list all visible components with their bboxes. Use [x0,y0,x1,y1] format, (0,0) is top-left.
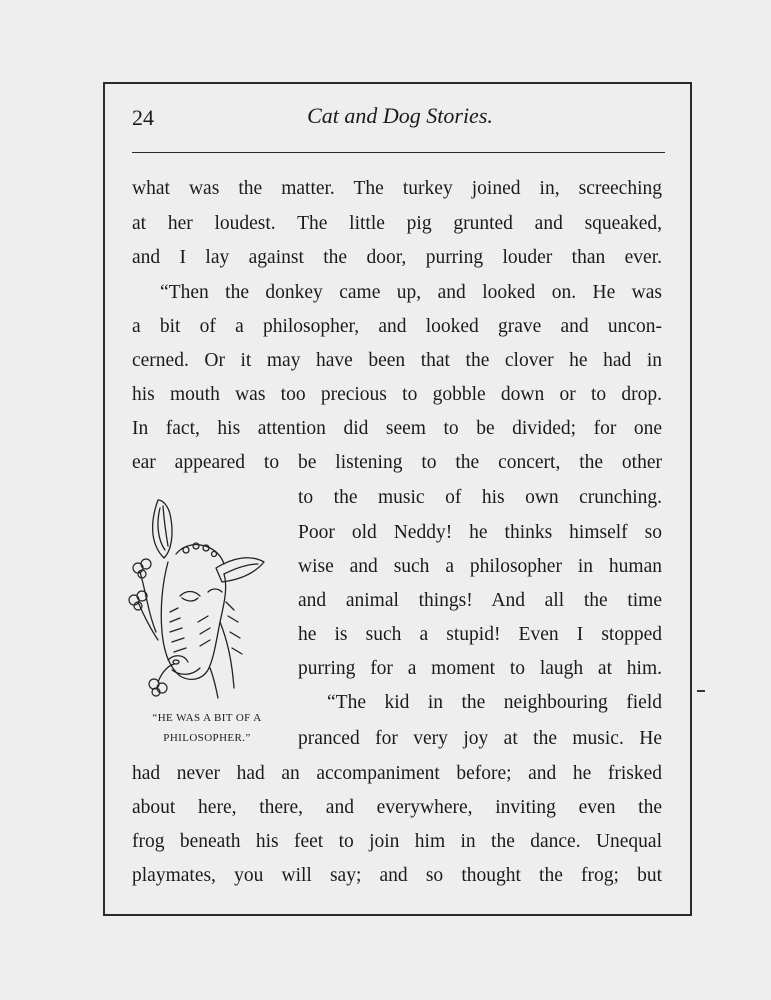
text-line: he is such a stupid! Even I stopped [298,624,662,645]
text-line: at her loudest. The little pig grunted and squeaked, [132,213,662,234]
text-line: ear appeared to be listening to the concert, the other [132,452,662,473]
donkey-illustration [128,492,276,700]
page-border-right [690,84,692,916]
page-border-bottom [103,914,692,916]
figure-caption: “HE WAS A BIT OF A [152,712,262,724]
page-number: 24 [132,105,154,130]
text-line: to the music of his own crunching. [298,487,662,508]
page-border-top [103,82,692,84]
text-line: his mouth was too precious to gobble down or to drop. [132,384,662,405]
text-line: and I lay against the door, purring louder than ever. [132,247,662,268]
running-title: Cat and Dog Stories. [307,103,493,128]
margin-mark [697,690,705,692]
page-border-left [103,84,105,916]
text-line: a bit of a philosopher, and looked grave and uncon- [132,316,662,337]
text-line: wise and such a philosopher in human [298,556,662,577]
text-line: Poor old Neddy! he thinks himself so [298,522,662,543]
text-line: In fact, his attention did seem to be divided; for one [132,418,662,439]
text-line: frog beneath his feet to join him in the dance. Unequal [132,831,662,852]
text-line: cerned. Or it may have been that the clover he had in [132,350,662,371]
figure-caption: PHILOSOPHER.” [163,732,251,744]
text-line: purring for a moment to laugh at him. [298,658,662,679]
text-line: about here, there, and everywhere, inviting even the [132,797,662,818]
text-line: “The kid in the neighbouring field [327,692,662,713]
text-line: what was the matter. The turkey joined in, screeching [132,178,662,199]
text-line: playmates, you will say; and so thought the frog; but [132,865,662,886]
text-line: “Then the donkey came up, and looked on. He was [160,282,662,303]
text-line: pranced for very joy at the music. He [298,728,662,749]
header-rule [132,152,665,153]
text-line: had never had an accompaniment before; and he frisked [132,763,662,784]
text-line: and animal things! And all the time [298,590,662,611]
